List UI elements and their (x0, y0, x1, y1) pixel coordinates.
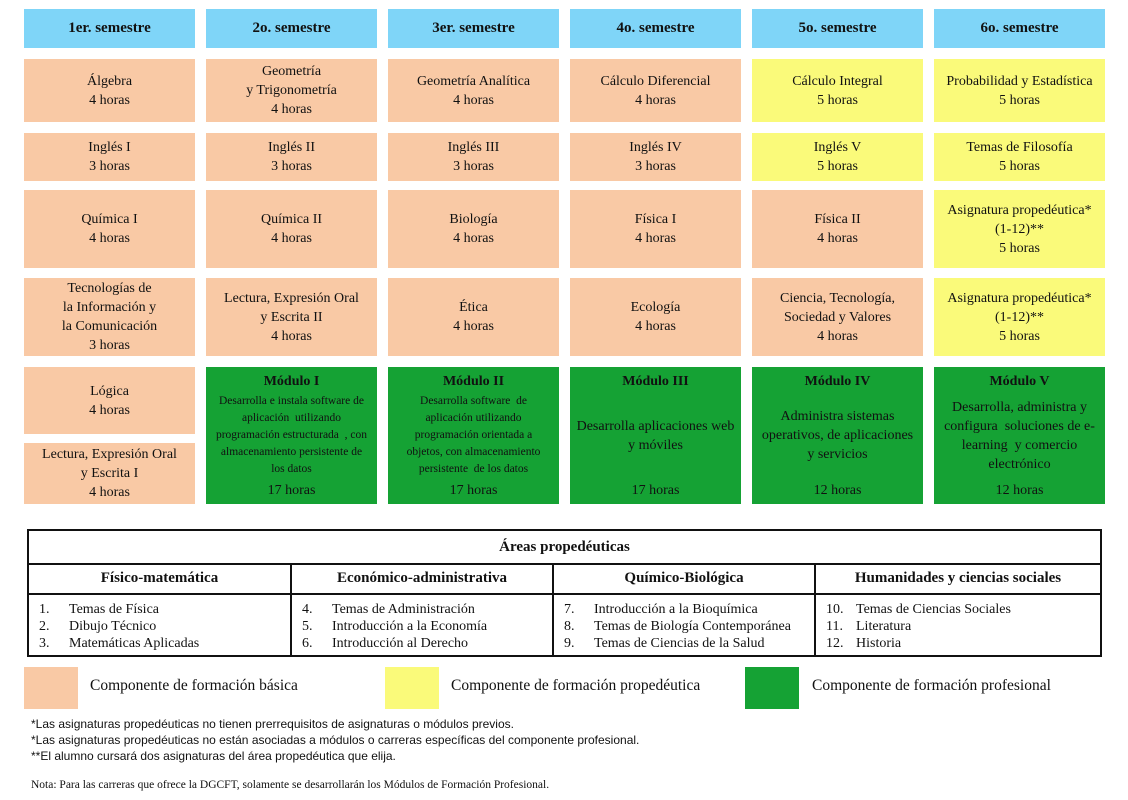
list-item: 1. Temas de Física (39, 602, 159, 617)
cell-text: Geometría (261, 64, 322, 79)
cell-text: Química II (260, 212, 323, 227)
cell-text: Tecnologías de (67, 281, 152, 296)
subject-cell (24, 59, 195, 122)
list-item: 7. Introducción a la Bioquímica (564, 602, 758, 617)
cell-text: 5 horas (817, 159, 858, 174)
note-3: **El alumno cursará dos asignaturas del área propedéutica que elija. (31, 749, 396, 763)
cell-text: Ecología (630, 300, 681, 315)
module-title: Módulo V (989, 374, 1050, 389)
list-item: 10. Temas de Ciencias Sociales (826, 602, 1011, 617)
module-cell (388, 367, 559, 504)
area-column-quimico (552, 563, 814, 655)
cell-text: 3 horas (453, 159, 494, 174)
cell-text: 4 horas (635, 319, 676, 334)
module-hours: 17 horas (449, 483, 498, 498)
cell-text: 5 horas (817, 92, 858, 108)
areas-title: Áreas propedéuticas (29, 531, 1100, 565)
legend-swatch-prof (745, 667, 799, 709)
cell-text: Lectura, Expresión Oral (42, 447, 177, 462)
cell-text: Ética (459, 300, 488, 315)
subject-cell (934, 133, 1105, 181)
module-hours: 17 horas (631, 483, 680, 498)
legend-label-basic: Componente de formación básica (90, 677, 298, 694)
area-column-humanidades (814, 563, 1100, 655)
area-column-title: Económico-administrativa (292, 563, 552, 595)
cell-text: Cálculo Integral (792, 73, 883, 89)
cell-text: 4 horas (453, 231, 494, 246)
subject-cell (24, 133, 195, 181)
subject-cell (934, 190, 1105, 268)
list-item: 6. Introducción al Derecho (302, 636, 469, 651)
subject-cell (934, 59, 1105, 122)
cell-text: 4 horas (271, 328, 312, 344)
module-cell (206, 367, 377, 504)
cell-text: y Trigonometría (246, 83, 337, 98)
cell-text: 3 horas (271, 159, 312, 174)
cell-text: Química I (81, 212, 138, 227)
cell-text: Cálculo Diferencial (600, 73, 711, 89)
semester-header: 4o. semestre (570, 9, 741, 48)
module-title: Módulo IV (804, 374, 871, 389)
cell-text: (1-12)** (995, 221, 1044, 237)
cell-text: Inglés IV (629, 140, 682, 155)
subject-cell (388, 133, 559, 181)
cell-text: Inglés V (813, 140, 862, 155)
semester-header: 1er. semestre (24, 9, 195, 48)
cell-text: 5 horas (999, 159, 1040, 174)
subject-cell (752, 59, 923, 122)
cell-text: 3 horas (635, 159, 676, 174)
cell-text: 5 horas (999, 328, 1040, 344)
cell-text: 4 horas (453, 92, 494, 108)
cell-text: 5 horas (999, 92, 1040, 108)
area-column-title: Humanidades y ciencias sociales (816, 563, 1100, 595)
cell-text: 4 horas (89, 485, 130, 500)
module-cell (570, 367, 741, 504)
module-description: Desarrolla software de aplicación utilizando programación orientada a objetos, con almacenamiento persistente de los datos (406, 395, 541, 475)
cell-text: 4 horas (89, 231, 130, 246)
subject-cell (570, 190, 741, 268)
cell-text: 4 horas (635, 92, 676, 108)
cell-text: 5 horas (999, 240, 1040, 256)
note-2: *Las asignaturas propedéuticas no están asociadas a módulos o carreras específicas del componente profesional. (31, 733, 640, 747)
cell-text: 4 horas (817, 231, 858, 246)
list-item: 9. Temas de Ciencias de la Salud (564, 636, 765, 651)
area-column-title: Físico-matemática (29, 563, 290, 595)
cell-text: 4 horas (817, 328, 858, 344)
module-hours: 17 horas (267, 483, 316, 498)
subject-cell (206, 133, 377, 181)
cell-text: 4 horas (635, 231, 676, 246)
footnote: Nota: Para las carreras que ofrece la DGCFT, solamente se desarrollarán los Módulos de Formación Profesional. (31, 779, 550, 791)
cell-text: y Escrita I (80, 466, 139, 481)
list-item: 3. Matemáticas Aplicadas (39, 636, 200, 651)
legend-label-prope: Componente de formación propedéutica (451, 677, 701, 694)
subject-cell (388, 59, 559, 122)
module-title: Módulo II (442, 374, 505, 389)
module-description: Administra sistemas operativos, de aplicaciones y servicios (761, 409, 914, 462)
subject-cell (570, 133, 741, 181)
legend-label-prof: Componente de formación profesional (812, 677, 1051, 694)
cell-text: Asignatura propedéutica* (947, 202, 1092, 218)
subject-cell (752, 190, 923, 268)
cell-text: Temas de Filosofía (966, 140, 1073, 155)
list-item: 2. Dibujo Técnico (39, 619, 157, 634)
cell-text: 4 horas (271, 102, 312, 117)
cell-text: Álgebra (86, 73, 133, 89)
list-item: 12. Historia (826, 636, 902, 651)
cell-text: Inglés II (267, 140, 316, 155)
cell-text: 3 horas (89, 338, 130, 353)
module-hours: 12 horas (813, 483, 862, 498)
module-cell (752, 367, 923, 504)
areas-table (27, 529, 1102, 657)
semester-header: 2o. semestre (206, 9, 377, 48)
subject-cell (206, 190, 377, 268)
list-item: 11. Literatura (826, 619, 912, 634)
module-hours: 12 horas (995, 483, 1044, 498)
list-item: 8. Temas de Biología Contemporánea (564, 619, 791, 634)
module-title: Módulo I (263, 374, 320, 389)
cell-text: 4 horas (89, 402, 130, 418)
subject-cell (24, 443, 195, 504)
area-column-economico (290, 563, 552, 655)
module-description: Desarrolla, administra y configura soluciones de e- learning y comercio electrónico (944, 399, 1095, 472)
subject-cell (206, 59, 377, 122)
cell-text: Biología (449, 212, 498, 227)
module-description: Desarrolla aplicaciones web y móviles (576, 418, 735, 453)
cell-text: Lectura, Expresión Oral (224, 290, 359, 306)
module-description: Desarrolla e instala software de aplicación utilizando programación estructurada , con almacenamiento persistente de los datos (215, 395, 368, 475)
subject-cell (934, 278, 1105, 356)
cell-text: 3 horas (89, 159, 130, 174)
cell-text: Asignatura propedéutica* (947, 290, 1092, 306)
subject-cell (388, 278, 559, 356)
cell-text: la Comunicación (61, 319, 158, 334)
subject-cell (24, 278, 195, 356)
subject-cell (570, 278, 741, 356)
semester-header: 6o. semestre (934, 9, 1105, 48)
cell-text: Ciencia, Tecnología, (779, 290, 895, 306)
area-column-title: Químico-Biológica (554, 563, 814, 595)
note-1: *Las asignaturas propedéuticas no tienen prerrequisitos de asignaturas o módulos previos. (31, 717, 514, 731)
cell-text: la Información y (62, 300, 157, 315)
cell-text: Lógica (90, 383, 129, 399)
cell-text: Sociedad y Valores (783, 309, 892, 325)
area-column-fisico (29, 563, 290, 655)
module-title: Módulo III (622, 374, 689, 389)
cell-text: Física I (634, 212, 677, 227)
cell-text: Inglés III (447, 140, 500, 155)
cell-text: y Escrita II (260, 309, 323, 325)
subject-cell (206, 278, 377, 356)
cell-text: Geometría Analítica (416, 73, 531, 89)
legend-swatch-basic (24, 667, 78, 709)
list-item: 5. Introducción a la Economía (302, 619, 488, 634)
cell-text: 4 horas (271, 231, 312, 246)
semester-header: 5o. semestre (752, 9, 923, 48)
list-item: 4. Temas de Administración (302, 602, 475, 617)
subject-cell (388, 190, 559, 268)
cell-text: Probabilidad y Estadística (946, 73, 1093, 89)
cell-text: Física II (814, 212, 861, 227)
semester-header: 3er. semestre (388, 9, 559, 48)
legend-swatch-prope (385, 667, 439, 709)
subject-cell (752, 278, 923, 356)
cell-text: Inglés I (88, 140, 131, 155)
subject-cell (24, 190, 195, 268)
subject-cell (752, 133, 923, 181)
cell-text: (1-12)** (995, 309, 1044, 325)
subject-cell (570, 59, 741, 122)
cell-text: 4 horas (453, 319, 494, 334)
cell-text: 4 horas (89, 92, 130, 108)
subject-cell (24, 367, 195, 434)
module-cell (934, 367, 1105, 504)
